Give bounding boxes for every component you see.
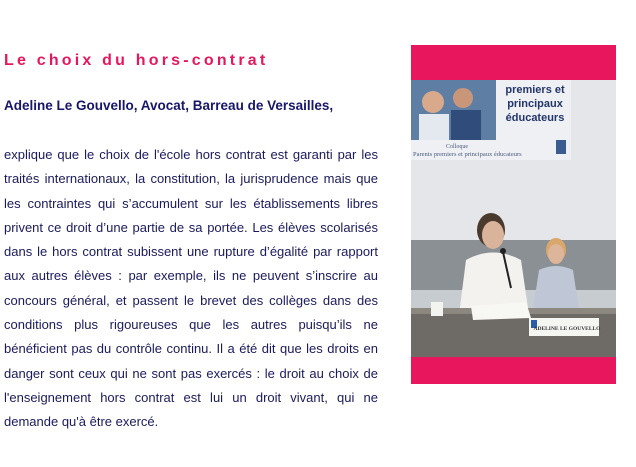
slide-subtitle-line-2: Parents premiers et principaux éducateurs [413, 151, 522, 158]
second-person-face [548, 244, 564, 264]
cup [431, 302, 443, 316]
conference-photo [411, 80, 616, 357]
article-author: Adeline Le Gouvello, Avocat, Barreau de Versailles, [4, 98, 334, 113]
slide-person-b [453, 88, 473, 108]
second-person-shirt [533, 266, 579, 310]
conference-photo-illustration [411, 80, 616, 357]
slide-person-a-body [419, 114, 449, 140]
slide-person-a [422, 91, 444, 113]
photo-frame [411, 45, 616, 384]
speaker-face [482, 221, 504, 249]
article-title: Le choix du hors-contrat [4, 52, 269, 69]
slide-title-line-1: premiers et [505, 84, 565, 96]
microphone-head [500, 248, 506, 254]
slide-title-line-3: éducateurs [505, 112, 565, 124]
slide-title-line-2: principaux [507, 98, 563, 110]
slide-person-b-body [451, 110, 481, 140]
slide-subtitle-line-1: Colloque [446, 144, 468, 150]
slide-logo [556, 140, 566, 154]
nameplate-text: ADELINE LE GOUVELLO [533, 326, 601, 332]
article-body: explique que le choix de l'école hors contrat est garanti par les traités internationaux, la constitution, la jurisprudence mais que les contraintes qui s’accumulent sur les établissements libres privent ce droit d’une partie de sa portée. Les élèves scolarisés dans le hors contrat subissent une rupture d’égalité par rapport aux autres élèves : par exemple, ils ne peuvent s’inscrire au concours général, et passent le brevet des collèges dans des conditions plus rigoureuses que les autres puisqu’ils ne bénéficient pas du contrôle continu. Il a été dit que les droits en danger sont ceux qui ne sont pas exercés : le droit au choix de l'enseignement hors contrat est lui un droit vivant, qui ne demande qu'à être exercé. [4, 147, 378, 430]
